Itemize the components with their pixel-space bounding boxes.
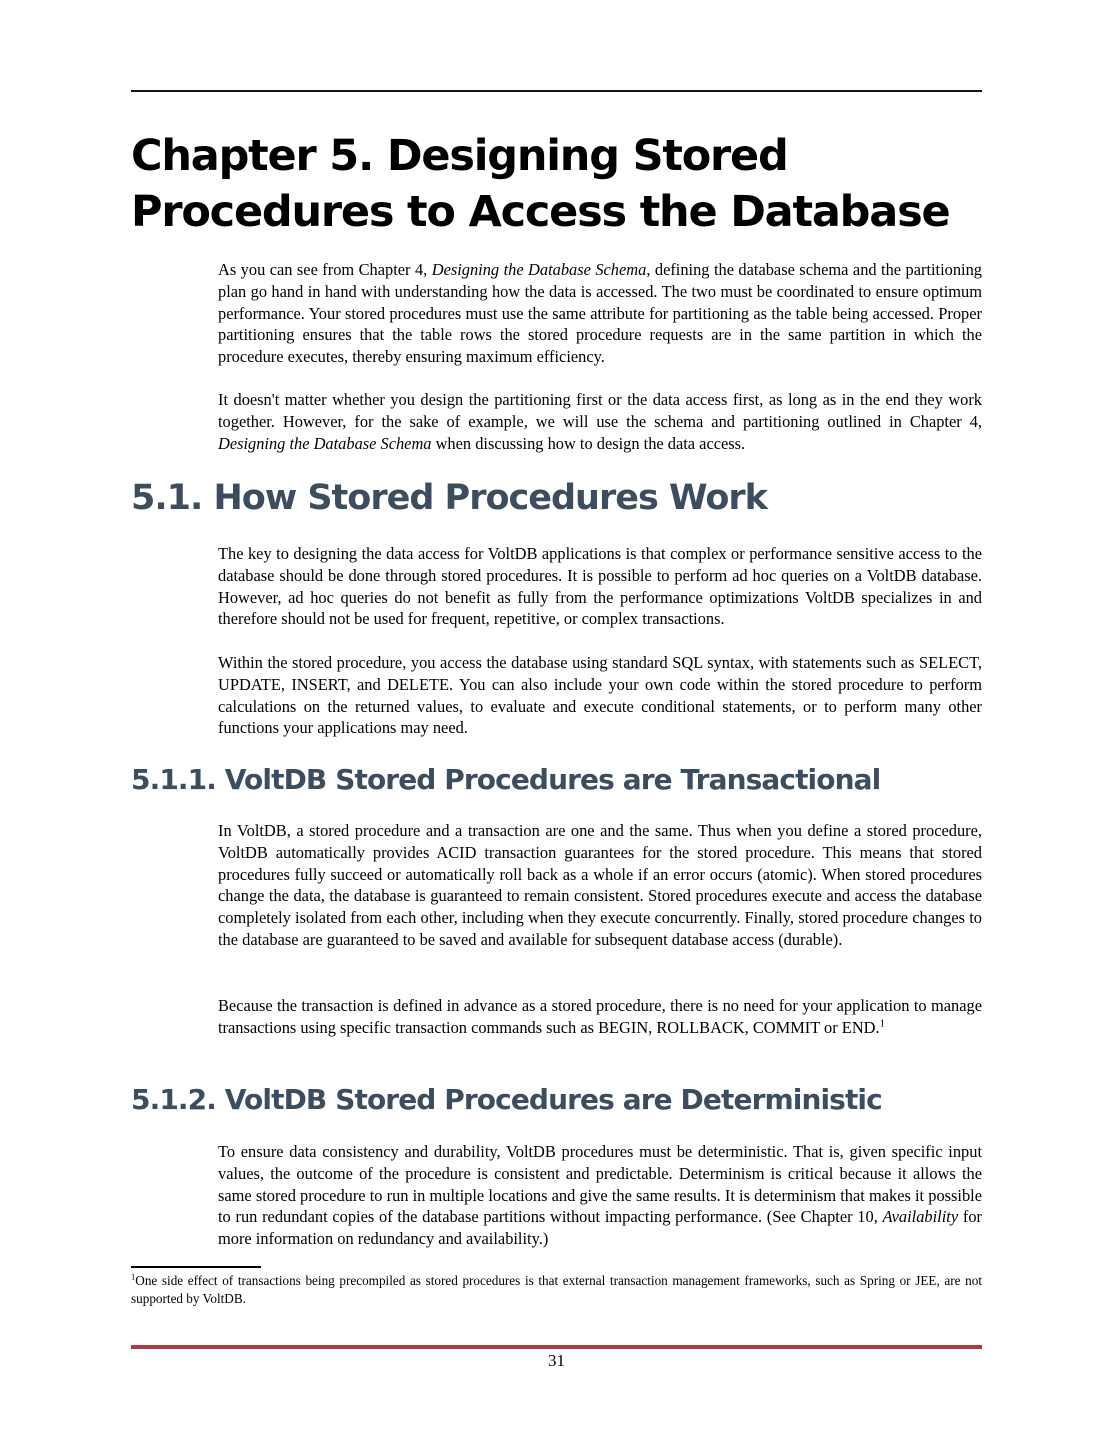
text-run: As you can see from Chapter 4, — [218, 260, 432, 279]
chapter-reference-link[interactable]: Designing the Database Schema — [218, 433, 432, 453]
chapter-reference-link[interactable]: Availability — [882, 1207, 959, 1227]
chapter-reference-link[interactable]: Designing the Database Schema — [431, 260, 647, 279]
section-5-1-1-paragraph-2 — [218, 995, 982, 1039]
footnote-marker: 1 — [131, 1271, 136, 1282]
text-run: To ensure data consistency and durability, VoltDB procedures must be deterministic. That is, given specific input values, the outcome of the procedure is consistent and predictable. Determinism is critical because it allows the same stored procedure to run in multiple locations and give the same results. It is determinism that makes it possible to run redundant copies of the database partitions without impacting performance. (See Chapter 10, — [218, 1142, 982, 1227]
text-run: It doesn't matter whether you design the partitioning first or the data access first, as long as in the end they work together. However, for the sake of example, we will use the schema and partitioning outlined in Chapter 4, — [218, 390, 982, 431]
intro-paragraph-1 — [218, 259, 982, 368]
section-heading-5-1: 5.1. How Stored Procedures Work — [131, 478, 767, 518]
section-5-1-paragraph-2: Within the stored procedure, you access the database using standard SQL syntax, with statements such as SELECT, UPDATE, INSERT, and DELETE. You can also include your own code within the stored procedure to perform calculations on the returned values, to evaluate and execute conditional statements, or to perform many other functions your applications may need. — [218, 653, 982, 738]
intro-paragraph-2 — [218, 389, 982, 454]
footnote-text: One side effect of transactions being precompiled as stored procedures is that external transaction management frameworks, such as Spring or JEE, are not supported by VoltDB. — [131, 1273, 982, 1306]
section-heading-5-1-1: 5.1.1. VoltDB Stored Procedures are Transactional — [131, 763, 881, 796]
section-5-1-1-paragraph-1: In VoltDB, a stored procedure and a transaction are one and the same. Thus when you define a stored procedure, VoltDB automatically provides ACID transaction guarantees for the stored procedure. This means that stored procedures fully succeed or automatically roll back as a whole if an error occurs (atomic). When stored procedures change the data, the database is guaranteed to remain consistent. Stored procedures execute and access the database completely isolated from each other, including when they execute concurrently. Finally, stored procedure changes to the database are guaranteed to be saved and available for subsequent database access (durable). — [218, 821, 982, 949]
text-run: for more information on redundancy and availability.) — [218, 1207, 982, 1249]
section-5-1-2-paragraph — [218, 1141, 982, 1250]
footnote-reference[interactable]: 1 — [879, 1018, 885, 1030]
footnote — [131, 1272, 982, 1308]
chapter-title: Chapter 5. Designing Stored Procedures to Access the Database — [131, 131, 950, 237]
page-number: 31 — [548, 1351, 565, 1370]
section-5-1-paragraph-1: The key to designing the data access for VoltDB applications is that complex or performance sensitive access to the database should be done through stored procedures. It is possible to perform ad hoc queries on a VoltDB database. However, ad hoc queries do not benefit as fully from the performance optimizations VoltDB specializes in and therefore should not be used for frequent, repetitive, or complex transactions. — [218, 544, 982, 629]
footer-rule — [131, 1345, 982, 1349]
section-heading-5-1-2: 5.1.2. VoltDB Stored Procedures are Deterministic — [131, 1083, 882, 1116]
header-rule — [131, 90, 982, 92]
text-run: , defining the database schema and the partitioning plan go hand in hand with understanding how the data is accessed. The two must be coordinated to ensure optimum performance. Your stored procedures must use the same attribute for partitioning as the table being accessed. Proper partitioning ensures that the table rows the stored procedure requests are in the same partition in which the procedure executes, thereby ensuring maximum efficiency. — [218, 260, 983, 367]
text-run: when discussing how to design the data access. — [431, 433, 746, 453]
footnote-divider — [131, 1266, 261, 1268]
text-run: Because the transaction is defined in advance as a stored procedure, there is no need for your application to manage transactions using specific transaction commands such as BEGIN, ROLLBACK, COMMIT or END. — [218, 996, 982, 1037]
